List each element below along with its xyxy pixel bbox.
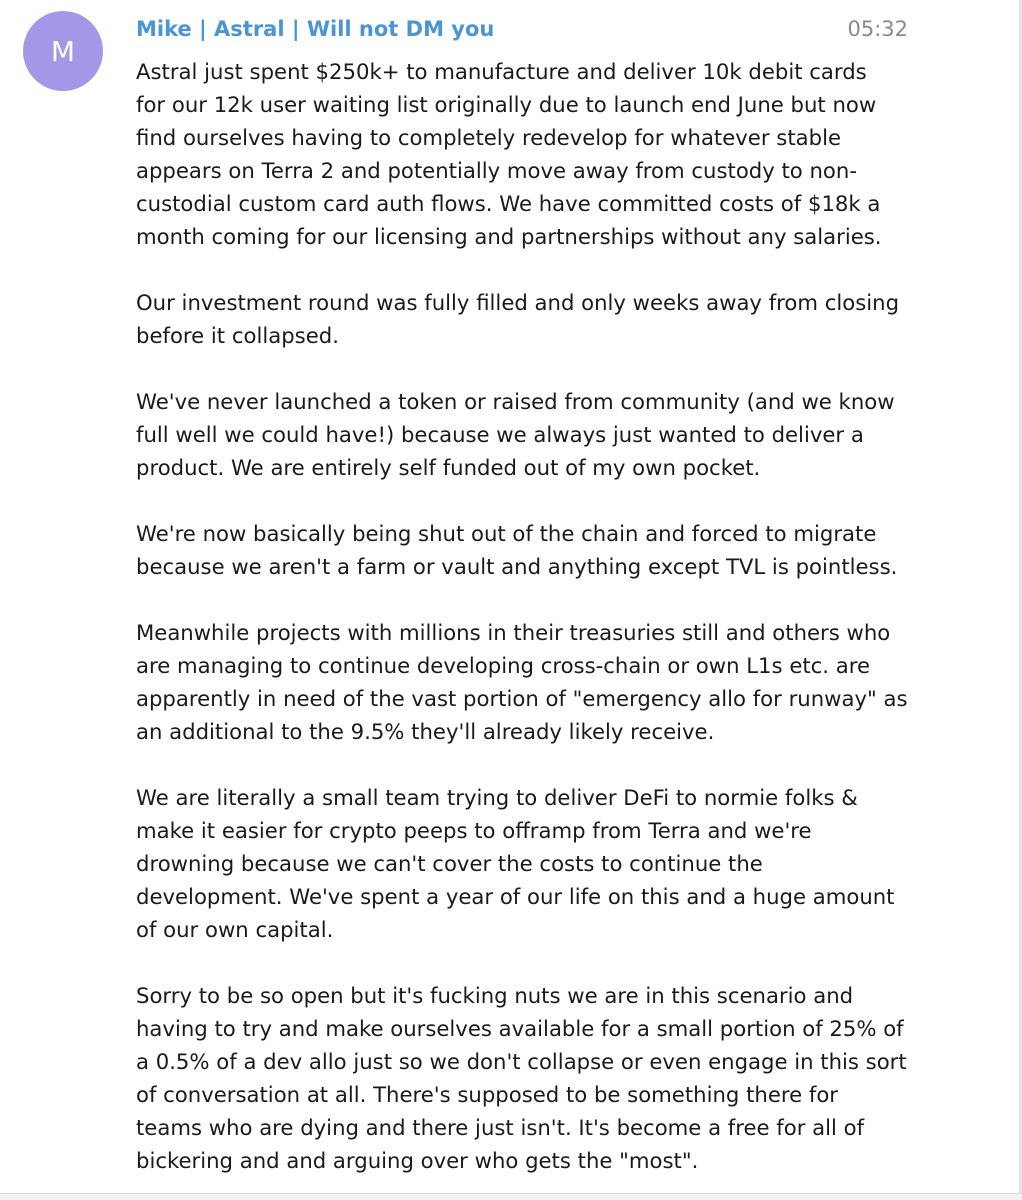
text-line: an additional to the 9.5% they'll already likely receive. [136,719,715,744]
text-line: teams who are dying and there just isn't. It's become a free for all of [136,1115,865,1140]
text-line: drowning because we can't cover the costs to continue the [136,851,763,876]
text-line: development. We've spent a year of our life on this and a huge amount [136,884,895,909]
text-line: of conversation at all. There's supposed to be something there for [136,1082,839,1107]
text-line: We are literally a small team trying to deliver DeFi to normie folks & [136,785,858,810]
sender-name[interactable]: Mike | Astral | Will not DM you [136,17,495,41]
avatar-letter: M [50,34,76,68]
text-line: make it easier for crypto peeps to offramp from Terra and we're [136,818,812,843]
message-body [136,55,936,1177]
text-line: Meanwhile projects with millions in their treasuries still and others who [136,620,891,645]
message-timestamp: 05:32 [847,17,908,41]
message-paragraph [136,616,936,748]
text-line: before it collapsed. [136,323,339,348]
text-line: having to try and make ourselves available for a small portion of 25% of [136,1016,904,1041]
text-line: find ourselves having to completely redevelop for whatever stable [136,125,841,150]
message-paragraph [136,55,936,253]
text-line: Astral just spent $250k+ to manufacture and deliver 10k debit cards [136,59,867,84]
text-line: appears on Terra 2 and potentially move away from custody to non- [136,158,857,183]
message-paragraph [136,517,936,583]
message-paragraph [136,979,936,1177]
text-line: Sorry to be so open but it's fucking nuts we are in this scenario and [136,983,854,1008]
bottom-divider [0,1193,1022,1200]
message-paragraph [136,781,936,946]
text-line: of our own capital. [136,917,334,942]
text-line: Our investment round was fully filled and only weeks away from closing [136,290,900,315]
avatar[interactable] [23,11,103,91]
text-line: We've never launched a token or raised from community (and we know [136,389,895,414]
message-header [136,13,908,47]
text-line: apparently in need of the vast portion of "emergency allo for runway" as [136,686,908,711]
text-line: full well we could have!) because we always just wanted to deliver a [136,422,864,447]
text-line: because we aren't a farm or vault and anything except TVL is pointless. [136,554,898,579]
text-line: month coming for our licensing and partnerships without any salaries. [136,224,882,249]
message-paragraph [136,286,936,352]
text-line: product. We are entirely self funded out of my own pocket. [136,455,761,480]
text-line: custodial custom card auth flows. We have committed costs of $18k a [136,191,881,216]
text-line: bickering and and arguing over who gets the "most". [136,1148,699,1173]
text-line: are managing to continue developing cross-chain or own L1s etc. are [136,653,871,678]
text-line: for our 12k user waiting list originally due to launch end June but now [136,92,877,117]
text-line: a 0.5% of a dev allo just so we don't collapse or even engage in this sort [136,1049,907,1074]
message-paragraph [136,385,936,484]
text-line: We're now basically being shut out of the chain and forced to migrate [136,521,877,546]
